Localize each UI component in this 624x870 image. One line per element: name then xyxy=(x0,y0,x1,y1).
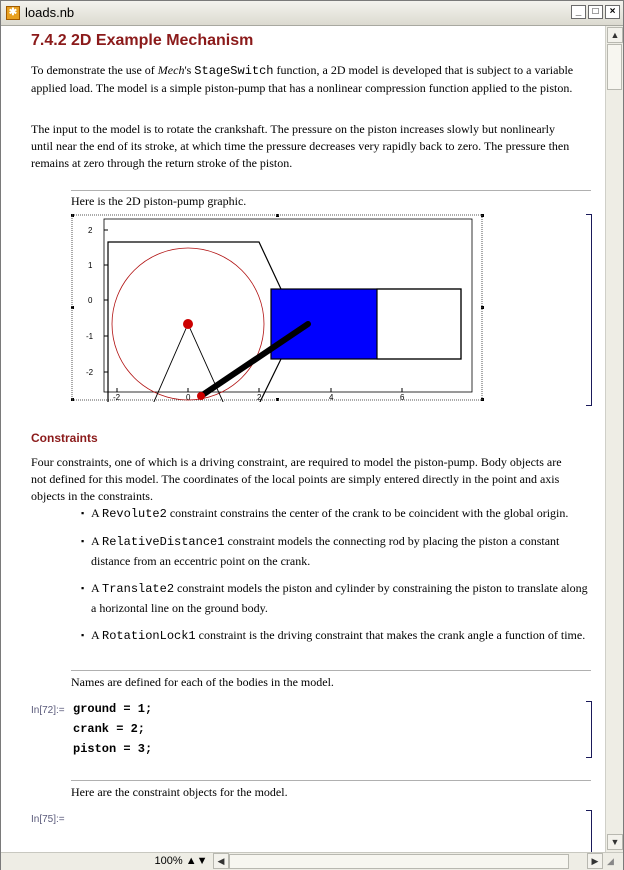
title-bar[interactable] xyxy=(1,1,623,26)
intro-paragraph-1: To demonstrate the use of Mech's StageSwitch function, a 2D model is developed that is subject to a variable applied load. The model is a simple piston-pump that has a nonlinear compression function applied to the piston. xyxy=(31,63,574,95)
scroll-right-icon[interactable]: ▶ xyxy=(587,853,603,869)
y-axis-ticks xyxy=(86,226,108,377)
y-tick-label: 0 xyxy=(88,296,93,305)
code-line: piston = 3; xyxy=(73,742,153,756)
piston-pump-graphic[interactable] xyxy=(71,214,486,402)
notebook-content xyxy=(1,26,605,852)
vertical-scrollbar[interactable] xyxy=(605,26,623,852)
list-item: ▪ A Revolute2 constraint constrains the center of the crank to be coincident with the global origin. xyxy=(81,504,593,524)
ground-housing-outline xyxy=(108,242,281,402)
x-tick-label: 4 xyxy=(329,393,334,402)
cell-bracket[interactable] xyxy=(586,214,592,406)
horizontal-scroll-thumb[interactable] xyxy=(229,854,569,869)
zoom-level: 100% xyxy=(154,855,183,867)
scroll-up-icon[interactable]: ▲ xyxy=(607,27,623,43)
input-label: In[75]:= xyxy=(31,814,65,825)
cell-divider xyxy=(71,670,591,671)
status-bar xyxy=(1,852,623,870)
mathematica-app-icon: ✱ xyxy=(6,6,20,20)
scroll-left-icon[interactable]: ◀ xyxy=(213,853,229,869)
constraints-list xyxy=(81,504,593,654)
names-caption: Names are defined for each of the bodies in the model. xyxy=(71,675,334,689)
horizontal-scrollbar[interactable] xyxy=(213,853,605,870)
cell-divider xyxy=(71,190,591,191)
y-tick-label: 1 xyxy=(88,261,93,270)
input-label: In[72]:= xyxy=(31,705,65,716)
code-line: ground = 1; xyxy=(73,702,153,716)
input-cell-75[interactable] xyxy=(73,808,347,852)
x-tick-label: 0 xyxy=(186,393,191,402)
crank-center-joint xyxy=(183,319,193,329)
constraints-paragraph: Four constraints, one of which is a driving constraint, are required to model the piston-pump. Body objects are not defined for this model. The coordinates of the local points are simply entered directly in the point and axis objects in the constraints. xyxy=(31,455,562,503)
x-tick-label: -2 xyxy=(113,393,121,402)
cylinder-outline xyxy=(377,289,461,359)
cell-divider xyxy=(71,780,591,781)
zoom-down-icon[interactable]: ▼ xyxy=(196,855,208,867)
vertical-scroll-thumb[interactable] xyxy=(607,44,622,90)
list-item: ▪ A Translate2 constraint models the piston and cylinder by constraining the piston to translate along a horizontal line on the ground body. xyxy=(81,579,593,618)
cs-caption: Here are the constraint objects for the model. xyxy=(71,785,288,799)
maximize-button[interactable]: □ xyxy=(588,5,603,19)
list-item: ▪ A RotationLock1 constraint is the driving constraint that makes the crank angle a function of time. xyxy=(81,626,593,646)
graphic-caption: Here is the 2D piston-pump graphic. xyxy=(71,194,247,208)
scroll-down-icon[interactable]: ▼ xyxy=(607,834,623,850)
code-line: crank = 2; xyxy=(73,722,146,736)
crank-pin-joint xyxy=(197,392,205,400)
close-button[interactable]: × xyxy=(605,5,620,19)
input-cell-72[interactable] xyxy=(73,699,152,759)
resize-grip-icon[interactable]: ◢ xyxy=(607,856,614,866)
piston-block xyxy=(271,289,377,359)
x-tick-label: 6 xyxy=(400,393,405,402)
window-title: loads.nb xyxy=(25,5,75,20)
y-tick-label: -2 xyxy=(86,368,94,377)
constraints-heading: Constraints xyxy=(31,431,98,445)
y-tick-label: -1 xyxy=(86,332,94,341)
zoom-control[interactable] xyxy=(151,853,211,870)
connecting-rod xyxy=(201,324,308,396)
list-item: ▪ A RelativeDistance1 constraint models the connecting rod by placing the piston a constant distance from an eccentric point on the crank. xyxy=(81,532,593,571)
minimize-button[interactable]: _ xyxy=(571,5,586,19)
y-tick-label: 2 xyxy=(88,226,93,235)
section-title: 7.4.2 2D Example Mechanism xyxy=(31,32,254,49)
x-tick-label: 2 xyxy=(257,393,262,402)
zoom-up-icon[interactable]: ▲ xyxy=(185,855,197,867)
intro-paragraph-2: The input to the model is to rotate the crankshaft. The pressure on the piston increases slowly but nonlinearly until near the end of its stroke, at which time the pressure decreases very rapidly back to zero. The pressure then remains at zero through the return stroke of the piston. xyxy=(31,122,570,170)
cell-bracket[interactable] xyxy=(586,701,592,758)
cell-bracket[interactable] xyxy=(586,810,592,852)
